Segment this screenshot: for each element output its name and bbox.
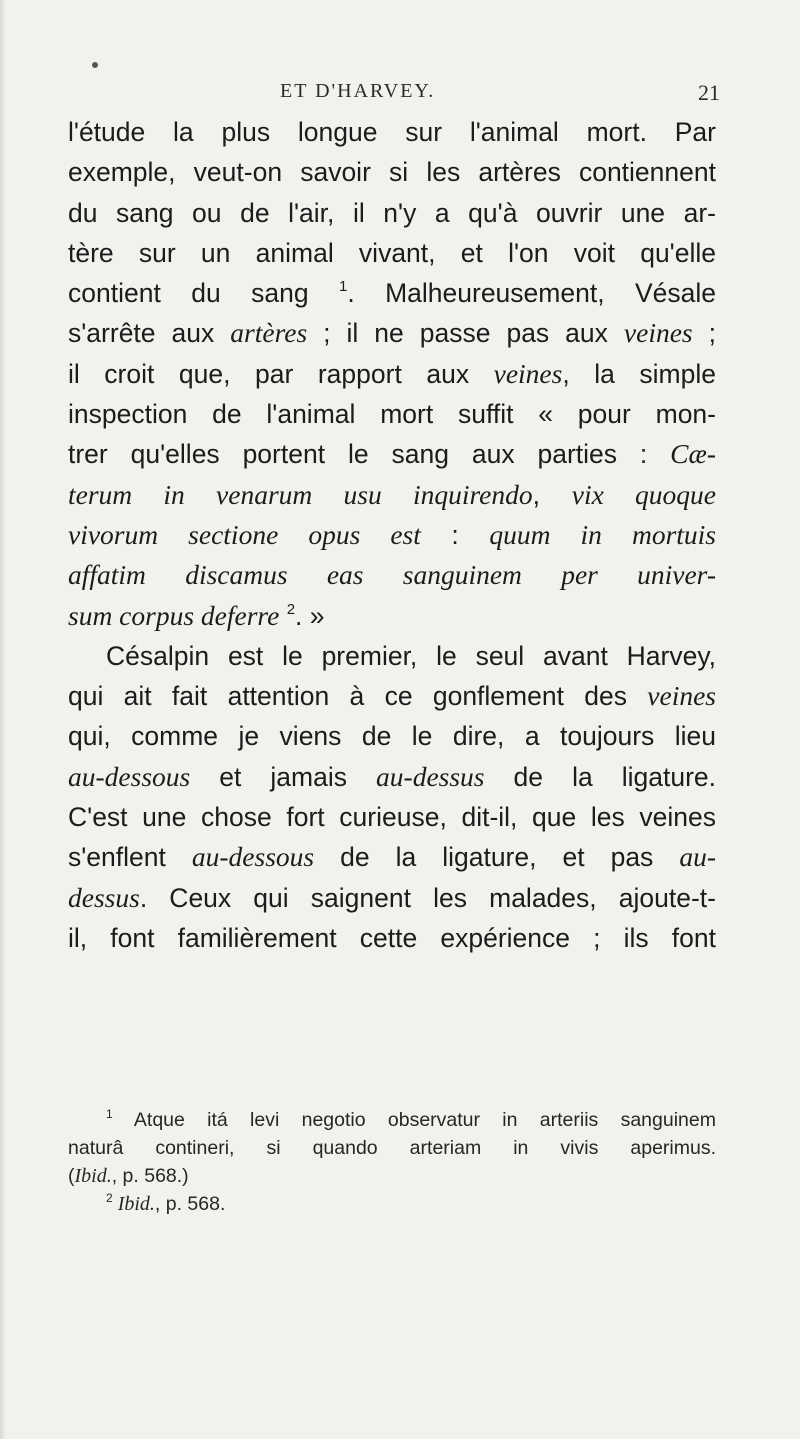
text-line: C'est une chose fort curieuse, dit-il, que les veines — [68, 802, 716, 833]
text-line: contient du sang $^1$. Malheureusement, Vésale — [68, 278, 716, 309]
text-line: au-dessous et jamais au-dessus de la ligature. — [68, 760, 717, 792]
text-line: s'enflent au-dessous de la ligature, et pas au- — [68, 841, 716, 873]
text-line: qui, comme je viens de le dire, a toujours lieu — [68, 721, 716, 752]
text-line: l'étude la plus longue sur l'animal mort. Par — [68, 117, 716, 147]
main-text — [68, 112, 716, 958]
footnote-ref-1: 1 — [338, 278, 348, 296]
text-line: il, font familièrement cette expérience ; ils font — [68, 922, 716, 953]
text-line: Césalpin est le premier, le seul avant Harvey, — [106, 640, 716, 671]
text-line: exemple, veut-on savoir si les artères contiennent — [68, 157, 716, 188]
text-line: s'arrête aux artères ; il ne passe pas aux veines ; — [68, 317, 716, 349]
page-edge-shadow — [0, 0, 6, 1439]
page-number: 21 — [698, 80, 720, 105]
text-line: tère sur un animal vivant, et l'on voit qu'elle — [68, 237, 716, 268]
text-line: qui ait fait attention à ce gonflement des veines — [68, 680, 716, 712]
footnotes — [68, 1106, 716, 1218]
footnote-2: $^2$ Ibid., p. 568. — [106, 1191, 226, 1215]
text-line: terum in venarum usu inquirendo, vix quoque — [68, 478, 716, 510]
running-head: ET D'HARVEY. — [280, 80, 436, 102]
page-header — [200, 80, 720, 110]
text-line: du sang ou de l'air, il n'y a qu'à ouvrir une ar- — [68, 197, 716, 228]
text-line: dessus. Ceux qui saignent les malades, ajoute-t- — [68, 881, 716, 913]
text-line: inspection de l'animal mort suffit « pour mon- — [68, 399, 716, 430]
footnote-ref-2: 2 — [286, 600, 296, 618]
ink-speck — [92, 62, 98, 68]
text-line: sum corpus deferre $^2$. » — [68, 599, 325, 631]
footnote-1-line-3: (Ibid., p. 568.) — [68, 1165, 189, 1187]
text-line: affatim discamus eas sanguinem per univer- — [68, 559, 716, 591]
text-line: il croit que, par rapport aux veines, la simple — [68, 357, 716, 389]
text-line: trer qu'elles portent le sang aux parties : Cæ- — [68, 438, 716, 470]
footnote-1-line-2: naturâ contineri, si quando arteriam in vivis aperimus. — [68, 1137, 716, 1159]
text-line: vivorum sectione opus est : quum in mortuis — [68, 518, 716, 550]
footnote-1: $^1$ Atque itá levi negotio observatur in arteriis sanguinem — [106, 1107, 716, 1131]
